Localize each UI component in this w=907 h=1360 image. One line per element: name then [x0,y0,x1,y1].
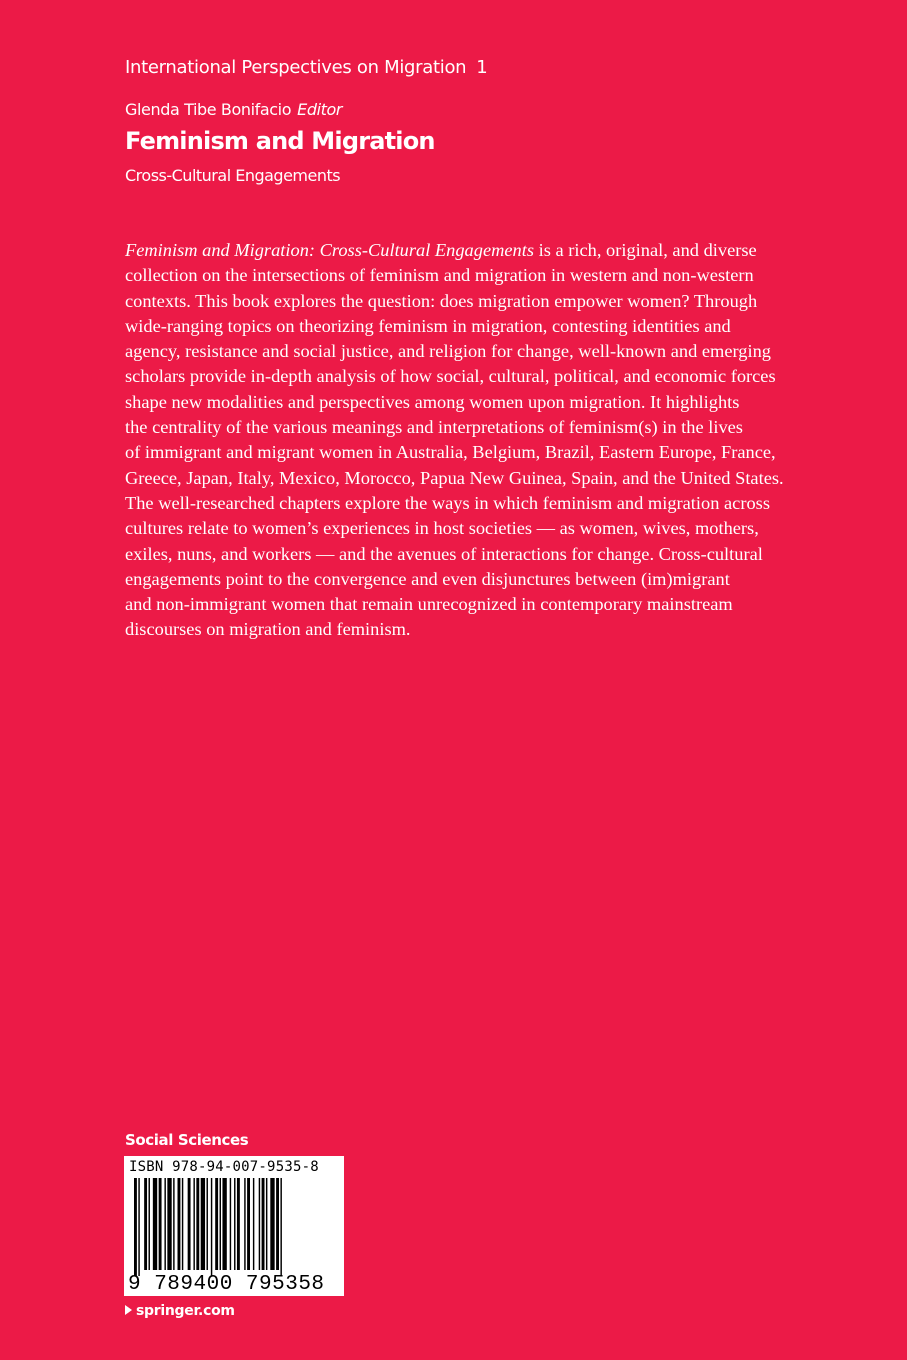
blurb-line: and non-immigrant women that remain unrecognized in contemporary mainstream [125,594,733,615]
barcode-digits: 9 789400 795358 [128,1273,325,1296]
blurb-lead-italic: Feminism and Migration: Cross-Cultural Engagements [125,240,535,260]
subject-category: Social Sciences [125,1131,249,1149]
blurb-line: The well-researched chapters explore the ways in which feminism and migration across [125,492,770,513]
blurb-line: scholars provide in-depth analysis of how social, cultural, political, and economic forces [125,366,776,387]
isbn-barcode [124,1156,344,1296]
blurb-line [125,238,825,263]
blurb-line: exiles, nuns, and workers — and the avenues of interactions for change. Cross-cultural [125,543,763,564]
isbn-label: ISBN 978-94-007-9535-8 [129,1159,319,1175]
editor-line [125,100,342,119]
blurb-line: of immigrant and migrant women in Australia, Belgium, Brazil, Eastern Europe, France, [125,442,776,463]
blurb-line: the centrality of the various meanings and interpretations of feminism(s) in the lives [125,417,743,438]
blurb-line: discourses on migration and feminism. [125,619,411,640]
editor-role: Editor [297,100,343,119]
blurb-line: wide-ranging topics on theorizing feminism in migration, contesting identities and [125,315,731,336]
blurb-line: engagements point to the convergence and even disjunctures between (im)migrant [125,568,730,589]
editor-name: Glenda Tibe Bonifacio [125,100,292,119]
publisher-url: springer.com [136,1303,235,1319]
blurb-line: contexts. This book explores the question: does migration empower women? Through [125,290,758,311]
barcode-bars-icon [134,1178,334,1276]
blurb-line: Greece, Japan, Italy, Mexico, Morocco, Papua New Guinea, Spain, and the United States. [125,467,784,488]
book-description [125,238,825,643]
triangle-arrow-icon [125,1305,132,1315]
series-number: 1 [476,57,488,78]
book-title: Feminism and Migration [125,127,435,155]
book-subtitle: Cross-Cultural Engagements [125,166,341,185]
publisher-link[interactable] [125,1303,235,1319]
blurb-line: cultures relate to women’s experiences in host societies — as women, wives, mothers, [125,518,759,539]
series-name: International Perspectives on Migration [125,57,467,78]
blurb-first-line-rest: is a rich, original, and diverse [534,240,757,260]
blurb-line: agency, resistance and social justice, and religion for change, well-known and emerging [125,341,771,362]
blurb-line: collection on the intersections of feminism and migration in western and non-western [125,265,754,286]
blurb-line: shape new modalities and perspectives among women upon migration. It highlights [125,391,740,412]
series-line [125,57,487,78]
